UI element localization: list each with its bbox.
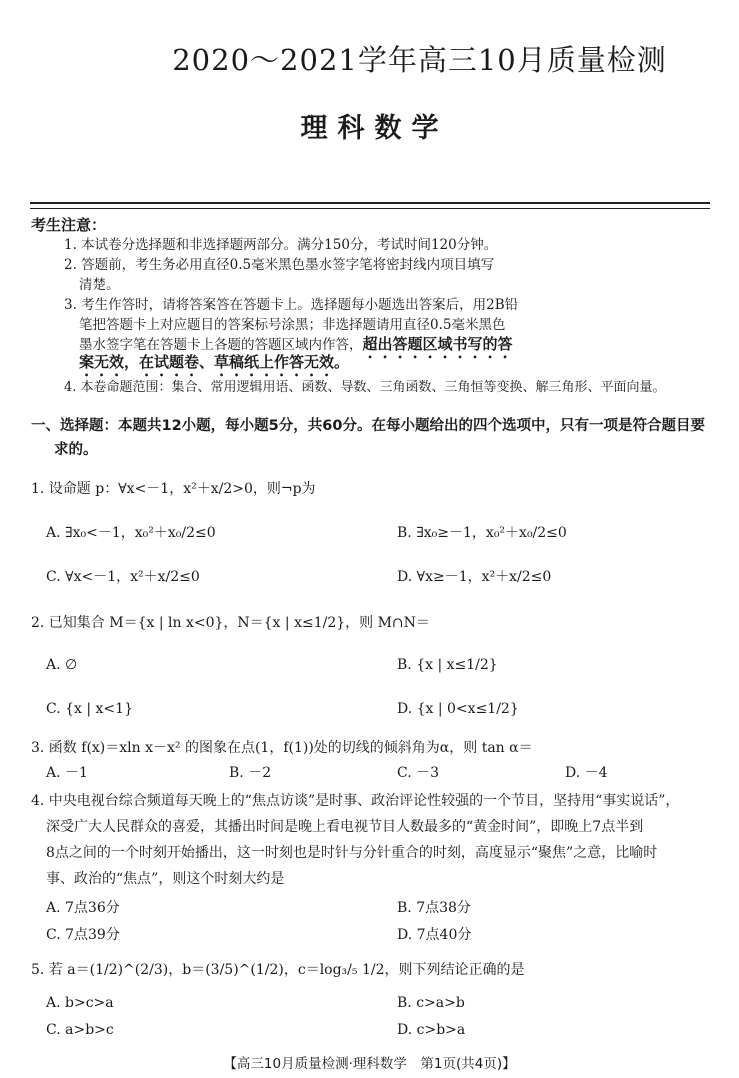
question-4-option-d: D. 7点40分 [397, 927, 472, 943]
question-5-stem: 5. 若 a＝(1/2)^(2/3)，b＝(3/5)^(1/2)，c＝log₃/₅ 1/2，则下列结论正确的是 [31, 962, 525, 978]
notice-item-1: 1. 本试卷分选择题和非选择题两部分。满分150分，考试时间120分钟。 [64, 237, 498, 253]
question-2-stem: 2. 已知集合 M＝{x | ln x<0}，N＝{x | x≤1/2}，则 M∩N＝ [31, 615, 430, 631]
question-3-stem: 3. 函数 f(x)＝xln x－x² 的图象在点(1，f(1))处的切线的倾斜角为α，则 tan α＝ [31, 740, 533, 756]
exam-title: 2020～2021学年高三10月质量检测 [172, 43, 667, 77]
question-1-option-a: A. ∃x₀<－1，x₀²＋x₀/2≤0 [46, 525, 216, 541]
notice-item-3-emphasis-cont: 案无效，在试题卷、草稿纸上作答无效。 [79, 353, 350, 371]
question-4-option-b: B. 7点38分 [397, 900, 471, 916]
question-3-option-a: A. －1 [46, 765, 88, 781]
section-heading [31, 414, 705, 462]
question-4-line2: 深受广大人民群众的喜爱，其播出时间是晚上看电视节目人数最多的“黄金时间”，即晚上7点半到 [46, 819, 644, 835]
question-5-option-b: B. c>a>b [397, 995, 465, 1011]
page-footer: 【高三10月质量检测·理科数学 第1页(共4页)】 [223, 1056, 516, 1072]
question-3-option-b: B. －2 [229, 765, 272, 781]
question-4-line4: 事、政治的“焦点”，则这个时刻大约是 [46, 871, 285, 887]
question-1-option-b: B. ∃x₀≥－1，x₀²＋x₀/2≤0 [397, 525, 567, 541]
question-5-option-a: A. b>c>a [46, 995, 114, 1011]
question-3-option-c: C. －3 [397, 765, 440, 781]
question-3-option-d: D. －4 [565, 765, 608, 781]
divider-thin [30, 208, 710, 209]
section-heading-line2: 求的。 [54, 442, 98, 458]
notice-item-3: 3. 考生作答时，请将答案答在答题卡上。选择题每小题选出答案后，用2B铅 [64, 297, 519, 313]
notice-item-3-emphasis: 超出答题区域书写的答 [362, 335, 513, 353]
notice-item-3-cont-a: 笔把答题卡上对应题目的答案标号涂黑；非选择题请用直径0.5毫米黑色 [79, 317, 506, 333]
question-1-option-d: D. ∀x≥－1，x²＋x/2≤0 [397, 569, 552, 585]
question-2-option-d: D. {x | 0<x≤1/2} [397, 701, 519, 717]
section-heading-line1: 一、选择题：本题共12小题，每小题5分，共60分。在每小题给出的四个选项中，只有一项是符合题目要 [31, 418, 705, 434]
question-2-option-a: A. ∅ [46, 657, 78, 673]
question-4-option-a: A. 7点36分 [46, 900, 120, 916]
question-4-option-c: C. 7点39分 [46, 927, 120, 943]
question-5-option-c: C. a>b>c [46, 1022, 114, 1038]
notice-item-4: 4. 本卷命题范围：集合、常用逻辑用语、函数、导数、三角函数、三角恒等变换、解三角形、平面向量。 [64, 380, 666, 395]
notice-heading: 考生注意： [31, 216, 107, 234]
question-4-line1: 4. 中央电视台综合频道每天晚上的“焦点访谈”是时事、政治评论性较强的一个节目，坚持用“事实说话”， [31, 793, 680, 809]
question-1-stem: 1. 设命题 p：∀x<－1，x²＋x/2>0，则¬p为 [31, 481, 316, 497]
question-2-option-c: C. {x | x<1} [46, 701, 133, 717]
divider-thick [30, 202, 710, 204]
question-4-line3: 8点之间的一个时刻开始播出，这一时刻也是时针与分针重合的时刻，高度显示“聚焦”之意，比喻时 [46, 845, 658, 861]
notice-item-2: 2. 答题前，考生务必用直径0.5毫米黑色墨水签字笔将密封线内项目填写 [64, 257, 495, 273]
notice-item-3-plain: 墨水签字笔在答题卡上各题的答题区域内作答， [79, 337, 363, 353]
subject-title: 理科数学 [300, 113, 449, 144]
question-2-option-b: B. {x | x≤1/2} [397, 657, 498, 673]
question-5-option-d: D. c>b>a [397, 1022, 466, 1038]
question-1-option-c: C. ∀x<－1，x²＋x/2≤0 [46, 569, 200, 585]
notice-item-2-cont: 清楚。 [79, 277, 120, 293]
